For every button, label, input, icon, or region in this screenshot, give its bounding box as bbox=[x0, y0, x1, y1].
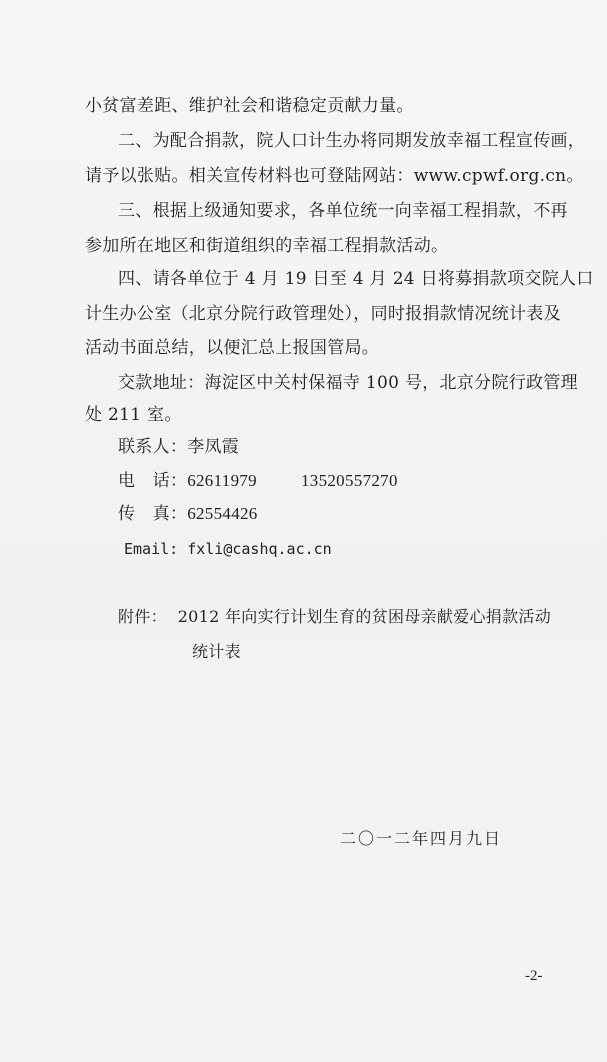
paragraph-4-line-2: 计生办公室（北京分院行政管理处），同时报捐款情况统计表及 bbox=[85, 304, 561, 324]
attachment-title-line-2: 统计表 bbox=[192, 642, 241, 661]
phone-number-1: 62611979 bbox=[187, 471, 257, 490]
paragraph-2-line-2: 请予以张贴。相关宣传材料也可登陆网站：www.cpwf.org.cn。 bbox=[85, 166, 584, 186]
paragraph-3-line-1: 三、根据上级通知要求，各单位统一向幸福工程捐款，不再 bbox=[118, 201, 568, 221]
contact-row bbox=[118, 436, 239, 458]
attachment-row bbox=[118, 606, 551, 628]
paragraph-2-line-1: 二、为配合捐款，院人口计生办将同期发放幸福工程宣传画， bbox=[118, 131, 586, 151]
contact-name: 李凤霞 bbox=[187, 437, 240, 457]
address-line-1: 交款地址：海淀区中关村保福寺 100 号，北京分院行政管理 bbox=[118, 373, 578, 393]
fax-label: 传 真： bbox=[118, 504, 188, 524]
address-line-2: 处 211 室。 bbox=[85, 405, 182, 425]
attachment-title-line-1: 2012 年向实行计划生育的贫困母亲献爱心捐款活动 bbox=[177, 607, 551, 626]
fax-number: 62554426 bbox=[187, 504, 258, 523]
paragraph-1-end: 小贫富差距、维护社会和谐稳定贡献力量。 bbox=[85, 96, 414, 116]
email-address: fxli@cashq.ac.cn bbox=[187, 540, 332, 558]
contact-label: 联系人： bbox=[118, 437, 188, 457]
email-label: Email: bbox=[124, 540, 179, 558]
fax-row bbox=[118, 503, 258, 525]
document-date: 二〇一二年四月九日 bbox=[340, 829, 503, 848]
phone-label: 电 话： bbox=[118, 471, 188, 491]
paragraph-4-line-1: 四、请各单位于 4 月 19 日至 4 月 24 日将募捐款项交院人口 bbox=[118, 269, 594, 289]
paragraph-4-line-3: 活动书面总结，以便汇总上报国管局。 bbox=[85, 338, 380, 358]
phone-row bbox=[118, 470, 398, 492]
paragraph-3-line-2: 参加所在地区和街道组织的幸福工程捐款活动。 bbox=[85, 236, 449, 256]
page-number: -2- bbox=[525, 968, 543, 984]
phone-number-2: 13520557270 bbox=[300, 471, 398, 490]
attachment-label: 附件： bbox=[118, 607, 167, 626]
email-row bbox=[124, 538, 332, 560]
